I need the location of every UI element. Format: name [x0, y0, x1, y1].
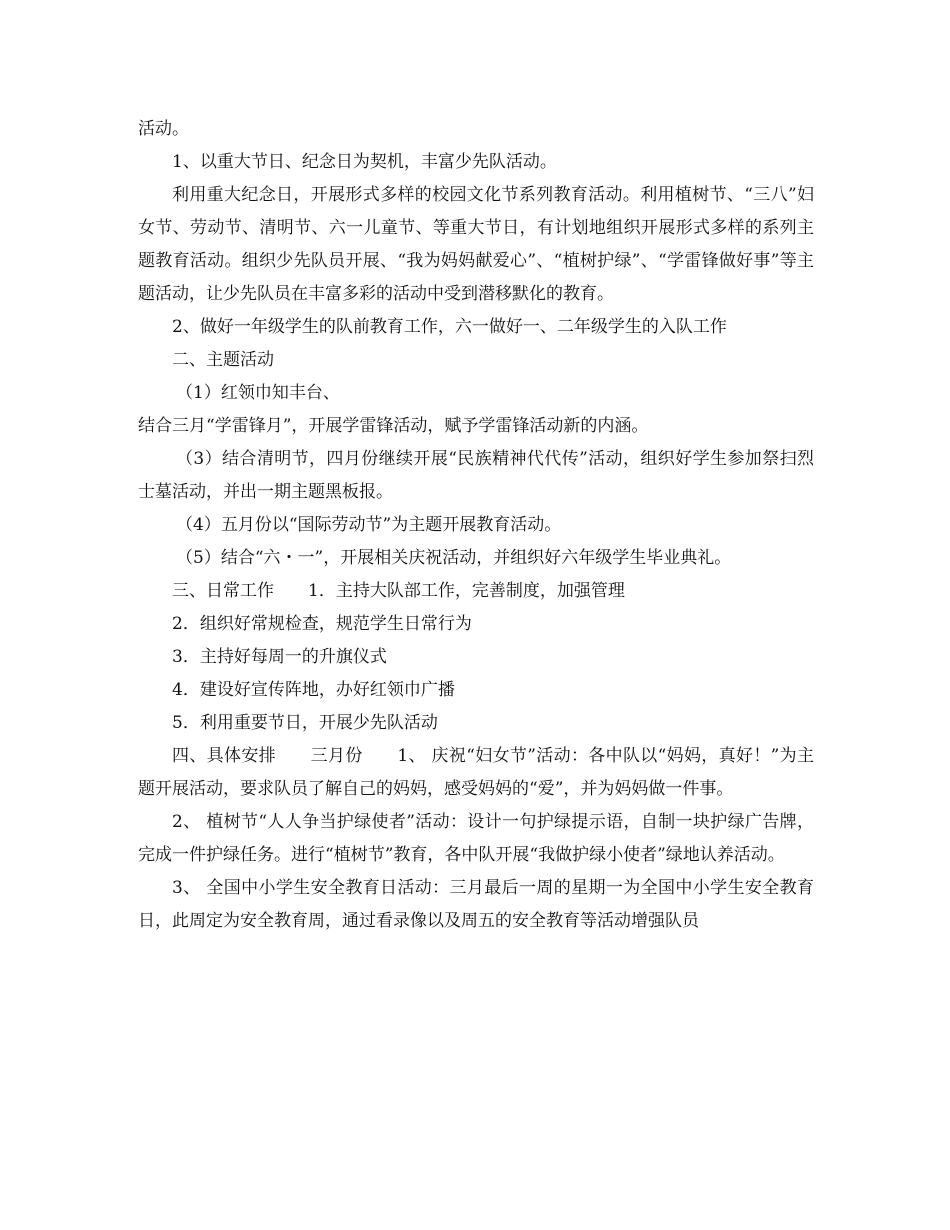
paragraph-5: 二、主题活动	[172, 350, 274, 370]
paragraph-4: 2、做好一年级学生的队前教育工作，六一做好一、二年级学生的入队工作	[172, 317, 727, 337]
paragraph-2: 1、以重大节日、纪念日为契机，丰富少先队活动。	[172, 152, 557, 172]
paragraph-11: 三、日常工作 1．主持大队部工作，完善制度，加强管理	[172, 581, 625, 601]
paragraph-12: 2．组织好常规检查，规范学生日常行为	[172, 614, 472, 634]
paragraph-7: 结合三月“学雷锋月”，开展学雷锋活动，赋予学雷锋活动新的内涵。	[138, 416, 649, 436]
paragraph-18: 3、 全国中小学生安全教育日活动：三月最后一周的星期一为全国中小学生安全教育日，此周定为安全教育周，通过看录像以及周五的安全教育等活动增强队员	[138, 878, 814, 931]
paragraph-17: 2、 植树节“人人争当护绿使者”活动：设计一句护绿提示语，自制一块护绿广告牌，完成一件护绿任务。进行“植树节”教育，各中队开展“我做护绿小使者”绿地认养活动。	[138, 812, 814, 865]
document-page	[138, 113, 814, 938]
paragraph-15: 5．利用重要节日，开展少先队活动	[172, 713, 438, 733]
paragraph-6: （1）红领巾知丰台、	[176, 383, 340, 403]
paragraph-3: 利用重大纪念日，开展形式多样的校园文化节系列教育活动。利用植树节、“三八”妇女节、劳动节、清明节、六一儿童节、等重大节日，有计划地组织开展形式多样的系列主题教育活动。组织少先队员开展、“我为妈妈献爱心”、“植树护绿”、“学雷锋做好事”等主题活动，让少先队员在丰富多彩的活动中受到潜移默化的教育。	[138, 185, 814, 304]
paragraph-14: 4．建设好宣传阵地，办好红领巾广播	[172, 680, 455, 700]
paragraph-10: （5）结合“六・一”，开展相关庆祝活动，并组织好六年级学生毕业典礼。	[176, 548, 732, 568]
paragraph-9: （4）五月份以“国际劳动节”为主题开展教育活动。	[176, 515, 562, 535]
paragraph-8: （3）结合清明节，四月份继续开展“民族精神代代传”活动，组织好学生参加祭扫烈士墓活动，并出一期主题黑板报。	[138, 449, 814, 502]
paragraph-13: 3．主持好每周一的升旗仪式	[172, 647, 387, 667]
paragraph-1: 活动。	[138, 119, 189, 139]
paragraph-16: 四、具体安排 三月份 1、 庆祝“妇女节”活动：各中队以“妈妈，真好！”为主题开展活动，要求队员了解自己的妈妈，感受妈妈的“爱”，并为妈妈做一件事。	[138, 746, 814, 799]
